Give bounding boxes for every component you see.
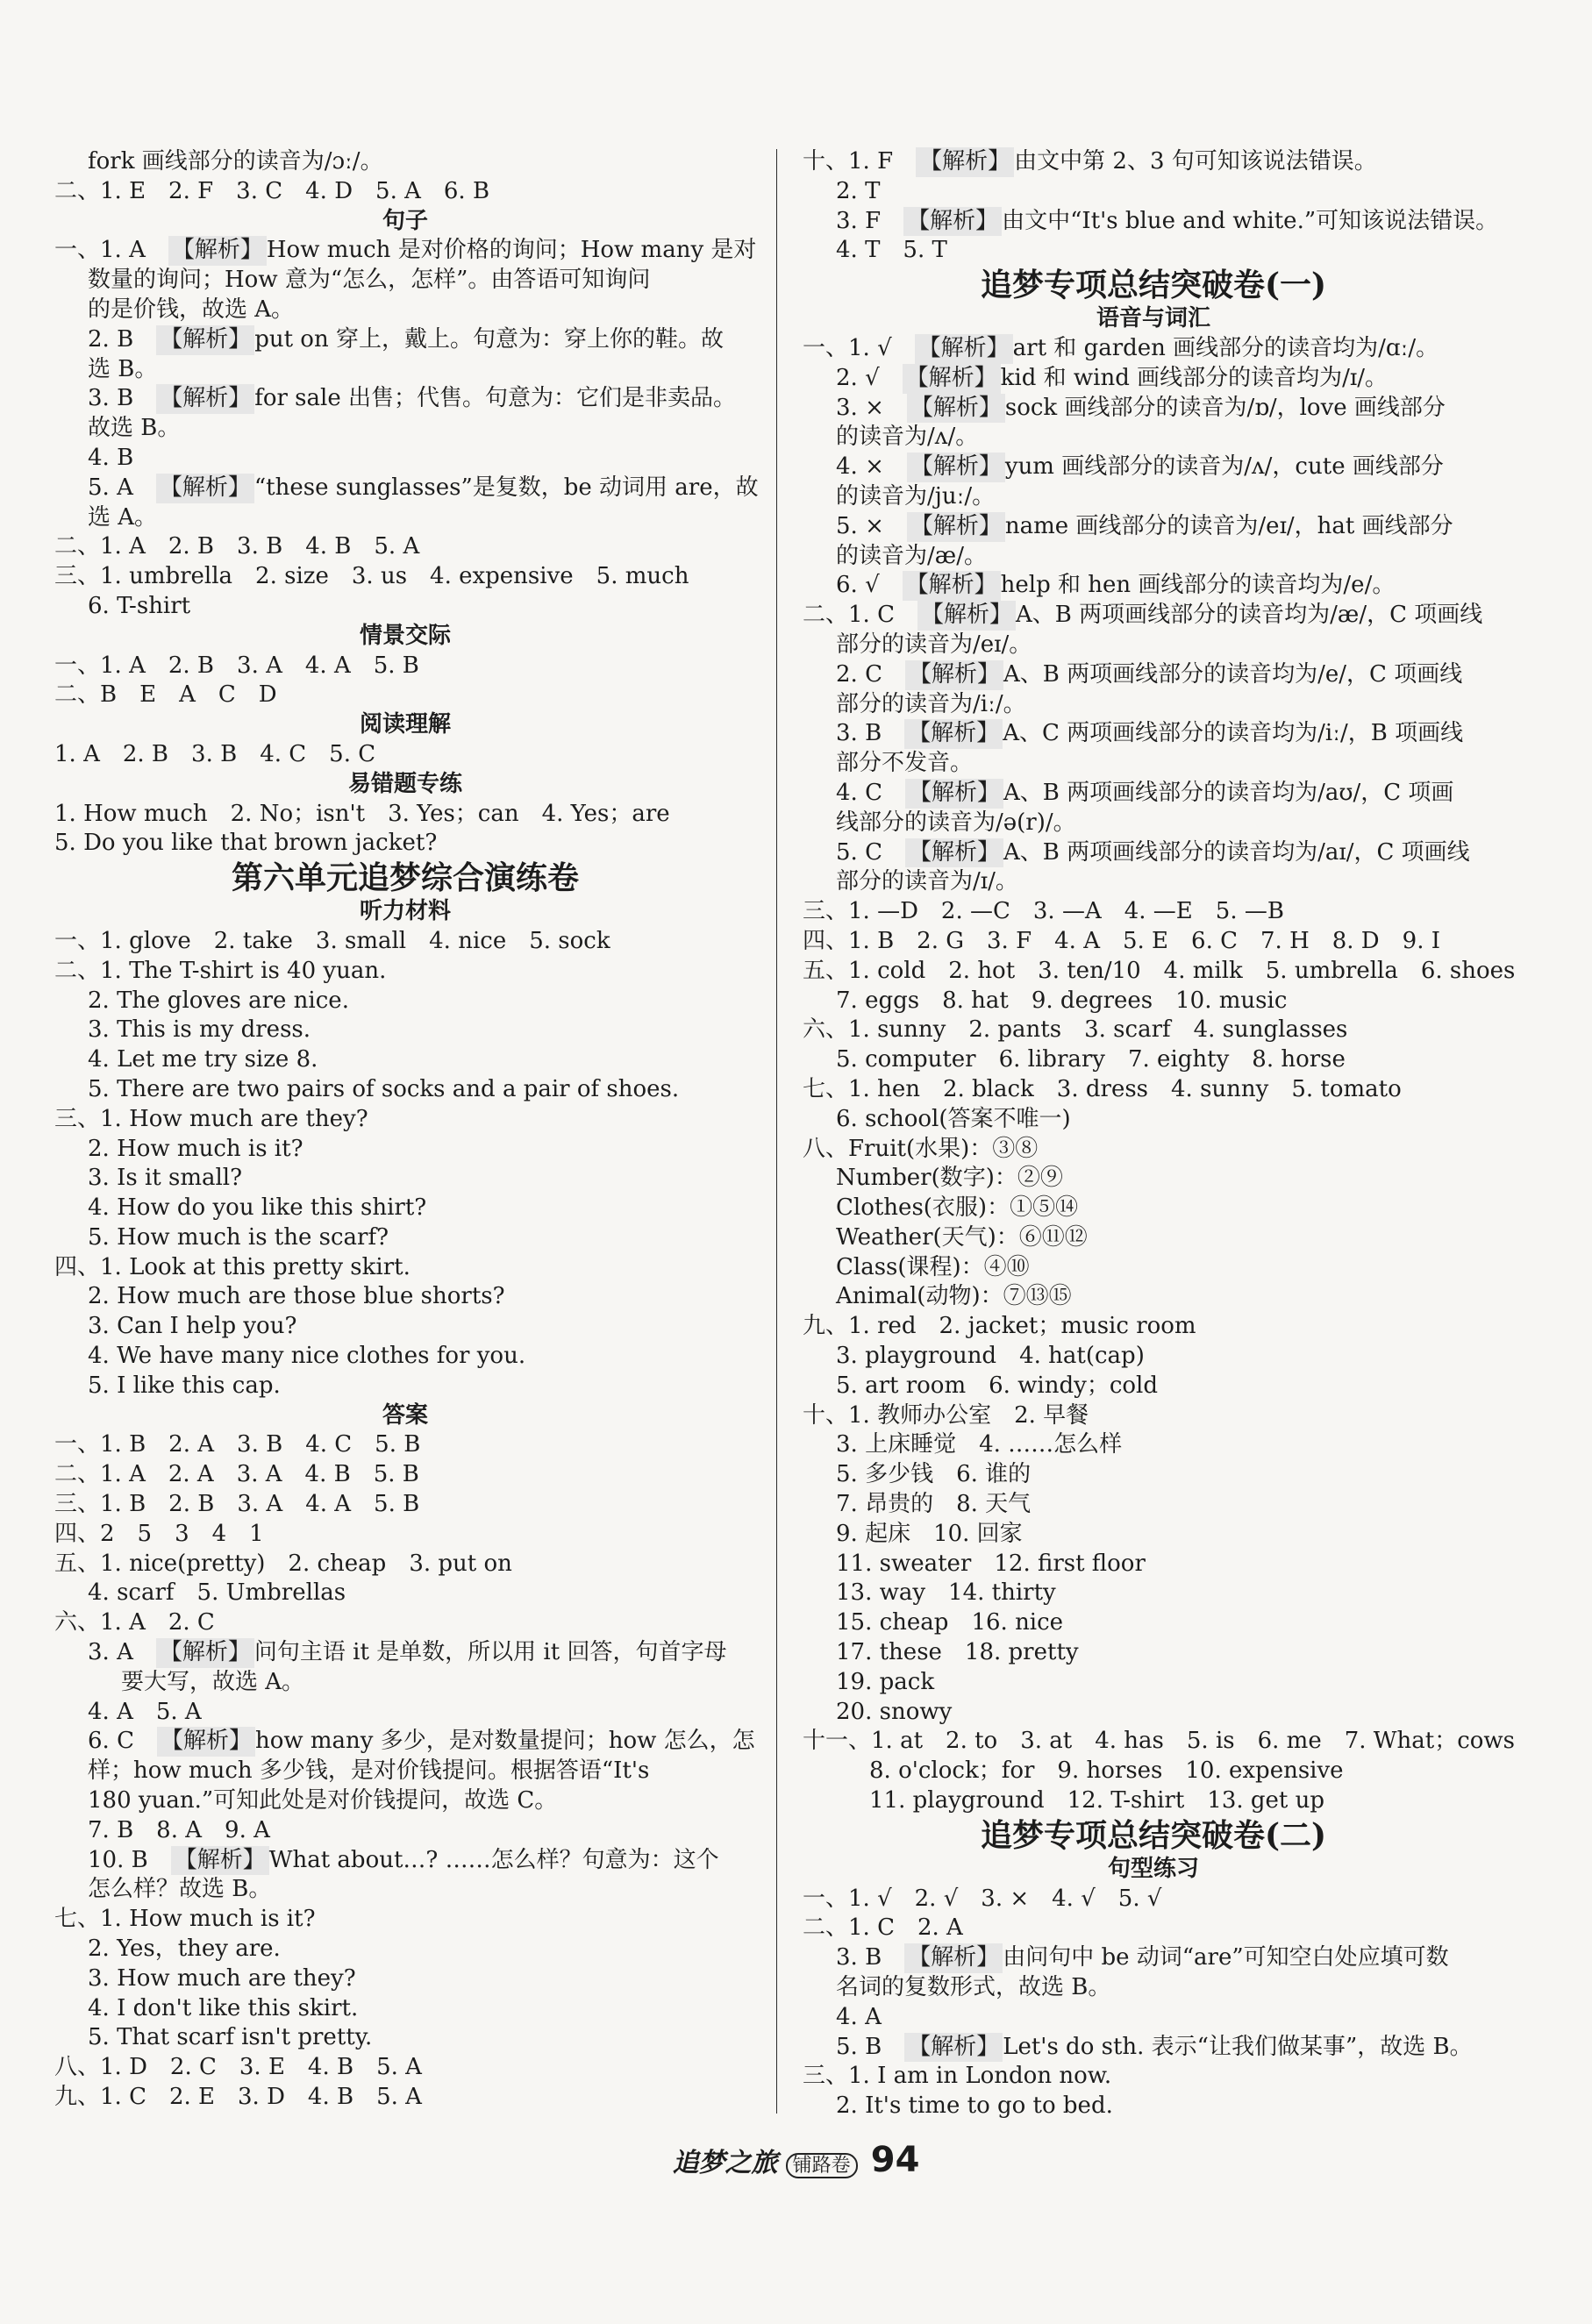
answer-line: 9. 起床 10. 回家 [836, 1520, 1023, 1547]
answer-line: 3. Is it small? [88, 1165, 243, 1192]
analysis-marker: 【解析】 [907, 512, 1005, 542]
analysis-marker: 【解析】 [156, 474, 254, 503]
answer-line: 15. cheap 16. nice [836, 1609, 1064, 1636]
answer-line: 4. C 【解析】 A、B 两项画线部分的读音均为/aʊ/，C 项画 [803, 779, 1504, 809]
answer-line: 部分的读音为/eɪ/。 [836, 631, 1032, 658]
answer-line: 2. The gloves are nice. [88, 987, 349, 1014]
analysis-marker: 【解析】 [903, 571, 1001, 601]
answer-line: 4. T 5. T [836, 237, 947, 264]
answer-line: 6. T-shirt [88, 592, 191, 619]
analysis-marker: 【解析】 [156, 1638, 254, 1668]
answer-line: 的读音为/æ/。 [836, 542, 987, 569]
answer-line: Animal(动物)：⑦⑬⑮ [836, 1283, 1072, 1310]
answer-line: 故选 B。 [88, 415, 181, 442]
answer-line: 2. √ 【解析】 kid 和 wind 画线部分的读音均为/ɪ/。 [803, 364, 1504, 394]
analysis-marker: 【解析】 [904, 719, 1003, 749]
answer-line: 二、1. C 【解析】 A、B 两项画线部分的读音均为/æ/，C 项画线 [803, 601, 1504, 631]
subsection-heading: 阅读理解 [359, 711, 451, 738]
answer-line: 三、1. —D 2. —C 3. —A 4. —E 5. —B [803, 898, 1284, 925]
page-number: 94 [870, 2140, 920, 2180]
answer-line: 3. F 【解析】 由文中“It's blue and white.”可知该说法错误。 [803, 207, 1504, 237]
answer-line: 2. It's time to go to bed. [836, 2092, 1113, 2120]
answer-line: 二、1. A 2. B 3. B 4. B 5. A [54, 533, 420, 560]
answer-line: Clothes(衣服)：①⑤⑭ [836, 1194, 1079, 1222]
answer-line: 三、1. umbrella 2. size 3. us 4. expensive 5. much [54, 563, 689, 590]
answer-line: 4. scarf 5. Umbrellas [88, 1579, 346, 1607]
analysis-marker: 【解析】 [907, 453, 1005, 482]
answer-line: 2. Yes，they are. [88, 1935, 281, 1963]
answer-line: 3. B 【解析】 for sale 出售；代售。句意为：它们是非卖品。 [54, 384, 756, 414]
answer-line: 5. I like this cap. [88, 1372, 281, 1399]
answer-line: 5. × 【解析】 name 画线部分的读音为/eɪ/，hat 画线部分 [803, 512, 1504, 542]
analysis-marker: 【解析】 [156, 325, 254, 355]
answer-line: 2. C 【解析】 A、B 两项画线部分的读音均为/e/，C 项画线 [803, 660, 1504, 690]
footer-series-badge: 铺路卷 [786, 2153, 858, 2178]
answer-line: 5. That scarf isn't pretty. [88, 2024, 373, 2051]
answer-line: 2. B 【解析】 put on 穿上，戴上。句意为：穿上你的鞋。故 [54, 325, 756, 355]
analysis-marker: 【解析】 [904, 2033, 1003, 2063]
answer-line: 3. How much are they? [88, 1964, 356, 1992]
answer-line: 5. art room 6. windy；cold [836, 1372, 1158, 1399]
answer-line: 17. these 18. pretty [836, 1639, 1079, 1666]
answer-line: 线部分的读音为/ə(r)/。 [836, 809, 1076, 836]
answer-line: 部分的读音为/iː/。 [836, 690, 1026, 717]
answer-line: 四、1. Look at this pretty skirt. [54, 1253, 410, 1280]
answer-line: 数量的询问；How 意为“怎么，怎样”。由答语可知询问 [88, 267, 651, 294]
answer-line: 5. computer 6. library 7. eighty 8. horse [836, 1046, 1346, 1073]
answer-line: 6. school(答案不唯一) [836, 1105, 1071, 1132]
page-footer [0, 2140, 1592, 2180]
answer-line: 八、1. D 2. C 3. E 4. B 5. A [54, 2054, 422, 2081]
answer-line: 4. × 【解析】 yum 画线部分的读音为/ʌ/，cute 画线部分 [803, 453, 1504, 482]
answer-line: 5. C 【解析】 A、B 两项画线部分的读音均为/aɪ/，C 项画线 [803, 838, 1504, 868]
answer-line: 怎么样？故选 B。 [88, 1876, 272, 1903]
subsection-heading: 句子 [382, 207, 428, 234]
answer-line: 的读音为/ʌ/。 [836, 424, 979, 451]
column-divider [776, 149, 777, 2114]
analysis-marker: 【解析】 [156, 384, 254, 414]
answer-line: 二、B E A C D [54, 681, 277, 709]
answer-line: 部分的读音为/ɪ/。 [836, 868, 1018, 895]
section-title: 第六单元追梦综合演练卷 [231, 859, 579, 897]
analysis-marker: 【解析】 [905, 779, 1003, 809]
answer-line: 3. × 【解析】 sock 画线部分的读音为/ɒ/，love 画线部分 [803, 394, 1504, 424]
answer-line: 2. How much are those blue shorts? [88, 1283, 505, 1310]
answer-line: 3. A 【解析】 问句主语 it 是单数，所以用 it 回答，句首字母 [54, 1638, 756, 1668]
answer-line: 11. playground 12. T-shirt 13. get up [869, 1787, 1325, 1814]
answer-line: 6. √ 【解析】 help 和 hen 画线部分的读音均为/e/。 [803, 571, 1504, 601]
subsection-heading: 易错题专练 [347, 770, 462, 797]
answer-line: 1. How much 2. No；isn't 3. Yes；can 4. Yes；are [54, 800, 670, 827]
analysis-marker: 【解析】 [903, 364, 1001, 394]
answer-line: 八、Fruit(水果)：③⑧ [803, 1135, 1039, 1162]
answer-line: 180 yuan.”可知此处是对价钱提问，故选 C。 [88, 1787, 558, 1814]
answer-line: 一、1. A 【解析】 How much 是对价格的询问；How many 是对 [54, 236, 756, 266]
answer-line: 4. B [88, 444, 134, 471]
analysis-marker: 【解析】 [168, 236, 267, 266]
answer-line: 7. B 8. A 9. A [88, 1816, 270, 1843]
answer-line: 一、1. glove 2. take 3. small 4. nice 5. sock [54, 927, 610, 954]
answer-line: 4. A [836, 2003, 882, 2030]
answer-line: 3. B 【解析】 由问句中 be 动词“are”可知空白处应填可数 [803, 1943, 1504, 1973]
analysis-marker: 【解析】 [903, 207, 1002, 237]
answer-line: 选 B。 [88, 355, 158, 382]
answer-line: 名词的复数形式，故选 B。 [836, 1974, 1111, 2001]
section-title: 追梦专项总结突破卷(二) [980, 1816, 1327, 1854]
answer-line: 选 A。 [88, 503, 158, 531]
answer-line: 三、1. B 2. B 3. A 4. A 5. B [54, 1491, 420, 1518]
subsection-heading: 答案 [382, 1401, 428, 1429]
answer-line: 六、1. A 2. C [54, 1609, 215, 1636]
section-title: 追梦专项总结突破卷(一) [980, 267, 1327, 304]
answer-line: 三、1. How much are they? [54, 1105, 368, 1132]
answer-line: 三、1. I am in London now. [803, 2063, 1112, 2090]
footer-brand: 追梦之旅 [672, 2148, 778, 2178]
answer-line: 二、1. A 2. A 3. A 4. B 5. B [54, 1461, 419, 1488]
right-column [803, 147, 1516, 2121]
answer-line: 二、1. The T-shirt is 40 yuan. [54, 957, 387, 984]
subsection-heading: 情景交际 [359, 622, 451, 649]
answer-line: 5. 多少钱 6. 谁的 [836, 1461, 1032, 1488]
subsection-heading: 语音与词汇 [1096, 305, 1210, 332]
answer-line: 4. Let me try size 8. [88, 1046, 318, 1073]
answer-line: 7. eggs 8. hat 9. degrees 10. music [836, 987, 1288, 1014]
answer-line: 4. A 5. A [88, 1698, 202, 1725]
answer-line: fork 画线部分的读音为/ɔː/。 [88, 148, 383, 175]
answer-line: 一、1. √ 【解析】 art 和 garden 画线部分的读音均为/ɑː/。 [803, 334, 1504, 364]
answer-line: 七、1. How much is it? [54, 1906, 316, 1933]
answer-line: 10. B 【解析】 What about…? ……怎么样？句意为：这个 [54, 1846, 756, 1876]
answer-line: 一、1. B 2. A 3. B 4. C 5. B [54, 1431, 421, 1458]
answer-line: 四、2 5 3 4 1 [54, 1520, 264, 1547]
answer-line: 部分不发音。 [836, 750, 974, 777]
analysis-marker: 【解析】 [905, 660, 1003, 690]
subsection-heading: 句型练习 [1107, 1855, 1199, 1882]
answer-line: 3. Can I help you? [88, 1313, 297, 1340]
analysis-marker: 【解析】 [915, 334, 1013, 364]
answer-line: 2. T [836, 177, 881, 204]
answer-line: 4. How do you like this shirt? [88, 1194, 427, 1222]
analysis-marker: 【解析】 [171, 1846, 269, 1876]
analysis-marker: 【解析】 [907, 394, 1005, 424]
answer-line: 五、1. nice(pretty) 2. cheap 3. put on [54, 1550, 512, 1577]
answer-line: 六、1. sunny 2. pants 3. scarf 4. sunglasses [803, 1016, 1348, 1044]
answer-line: 十、1. 教师办公室 2. 早餐 [803, 1401, 1089, 1429]
analysis-marker: 【解析】 [904, 1943, 1003, 1973]
answer-line: 5. A 【解析】 “these sunglasses”是复数，be 动词用 are，故 [54, 474, 756, 503]
answer-line: 3. This is my dress. [88, 1016, 311, 1044]
answer-line: 样；how much 多少钱，是对价钱提问。根据答语“It's [88, 1757, 650, 1785]
answer-line: 二、1. E 2. F 3. C 4. D 5. A 6. B [54, 177, 490, 204]
answer-line: 3. playground 4. hat(cap) [836, 1343, 1145, 1370]
answer-line: 5. Do you like that brown jacket? [54, 830, 438, 857]
answer-line: 13. way 14. thirty [836, 1579, 1056, 1607]
answer-line: 5. How much is the scarf? [88, 1223, 389, 1251]
answer-line: 七、1. hen 2. black 3. dress 4. sunny 5. tomato [803, 1075, 1402, 1102]
answer-line: 8. o'clock；for 9. horses 10. expensive [869, 1757, 1344, 1785]
answer-line: 一、1. A 2. B 3. A 4. A 5. B [54, 652, 419, 679]
answer-line: 的是价钱，故选 A。 [88, 296, 295, 323]
answer-line: 19. pack [836, 1668, 935, 1695]
answer-line: 20. snowy [836, 1698, 953, 1725]
answer-line: 二、1. C 2. A [803, 1914, 963, 1942]
answer-line: Class(课程)：④⑩ [836, 1253, 1030, 1280]
answer-line: 6. C 【解析】 how many 多少，是对数量提问；how 怎么，怎 [54, 1727, 756, 1757]
answer-line: 3. B 【解析】 A、C 两项画线部分的读音均为/iː/，B 项画线 [803, 719, 1504, 749]
answer-line: 四、1. B 2. G 3. F 4. A 5. E 6. C 7. H 8. D 9. I [803, 927, 1440, 954]
answer-line: 4. We have many nice clothes for you. [88, 1343, 526, 1370]
answer-line: 十、1. F 【解析】 由文中第 2、3 句可知该说法错误。 [803, 147, 1504, 177]
answer-line: 的读音为/juː/。 [836, 482, 996, 510]
left-column [54, 147, 759, 2113]
answer-line: 7. 昂贵的 8. 天气 [836, 1491, 1032, 1518]
answer-line: 五、1. cold 2. hot 3. ten/10 4. milk 5. umbrella 6. shoes [803, 957, 1516, 984]
subsection-heading: 听力材料 [359, 898, 451, 925]
answer-line: 一、1. √ 2. √ 3. × 4. √ 5. √ [803, 1885, 1162, 1912]
answer-line: 1. A 2. B 3. B 4. C 5. C [54, 740, 376, 767]
answer-line: 5. There are two pairs of socks and a pair of shoes. [88, 1075, 680, 1102]
answer-line: Number(数字)：②⑨ [836, 1165, 1063, 1192]
answer-line: 十一、1. at 2. to 3. at 4. has 5. is 6. me 7. What；cows [803, 1728, 1516, 1755]
answer-line: 3. 上床睡觉 4. ……怎么样 [836, 1431, 1123, 1458]
analysis-marker: 【解析】 [917, 601, 1016, 631]
analysis-marker: 【解析】 [916, 147, 1014, 177]
answer-line: Weather(天气)：⑥⑪⑫ [836, 1223, 1088, 1251]
answer-line: 要大写，故选 A。 [121, 1668, 305, 1695]
answer-line: 4. I don't like this skirt. [88, 1994, 359, 2021]
analysis-marker: 【解析】 [905, 838, 1003, 868]
answer-line: 九、1. C 2. E 3. D 4. B 5. A [54, 2084, 422, 2110]
answer-line: 11. sweater 12. first floor [836, 1550, 1146, 1577]
analysis-marker: 【解析】 [157, 1727, 255, 1757]
answer-line: 5. B 【解析】 Let's do sth. 表示“让我们做某事”，故选 B。 [803, 2033, 1504, 2063]
answer-line: 九、1. red 2. jacket；music room [803, 1313, 1196, 1340]
answer-line: 2. How much is it? [88, 1135, 303, 1162]
